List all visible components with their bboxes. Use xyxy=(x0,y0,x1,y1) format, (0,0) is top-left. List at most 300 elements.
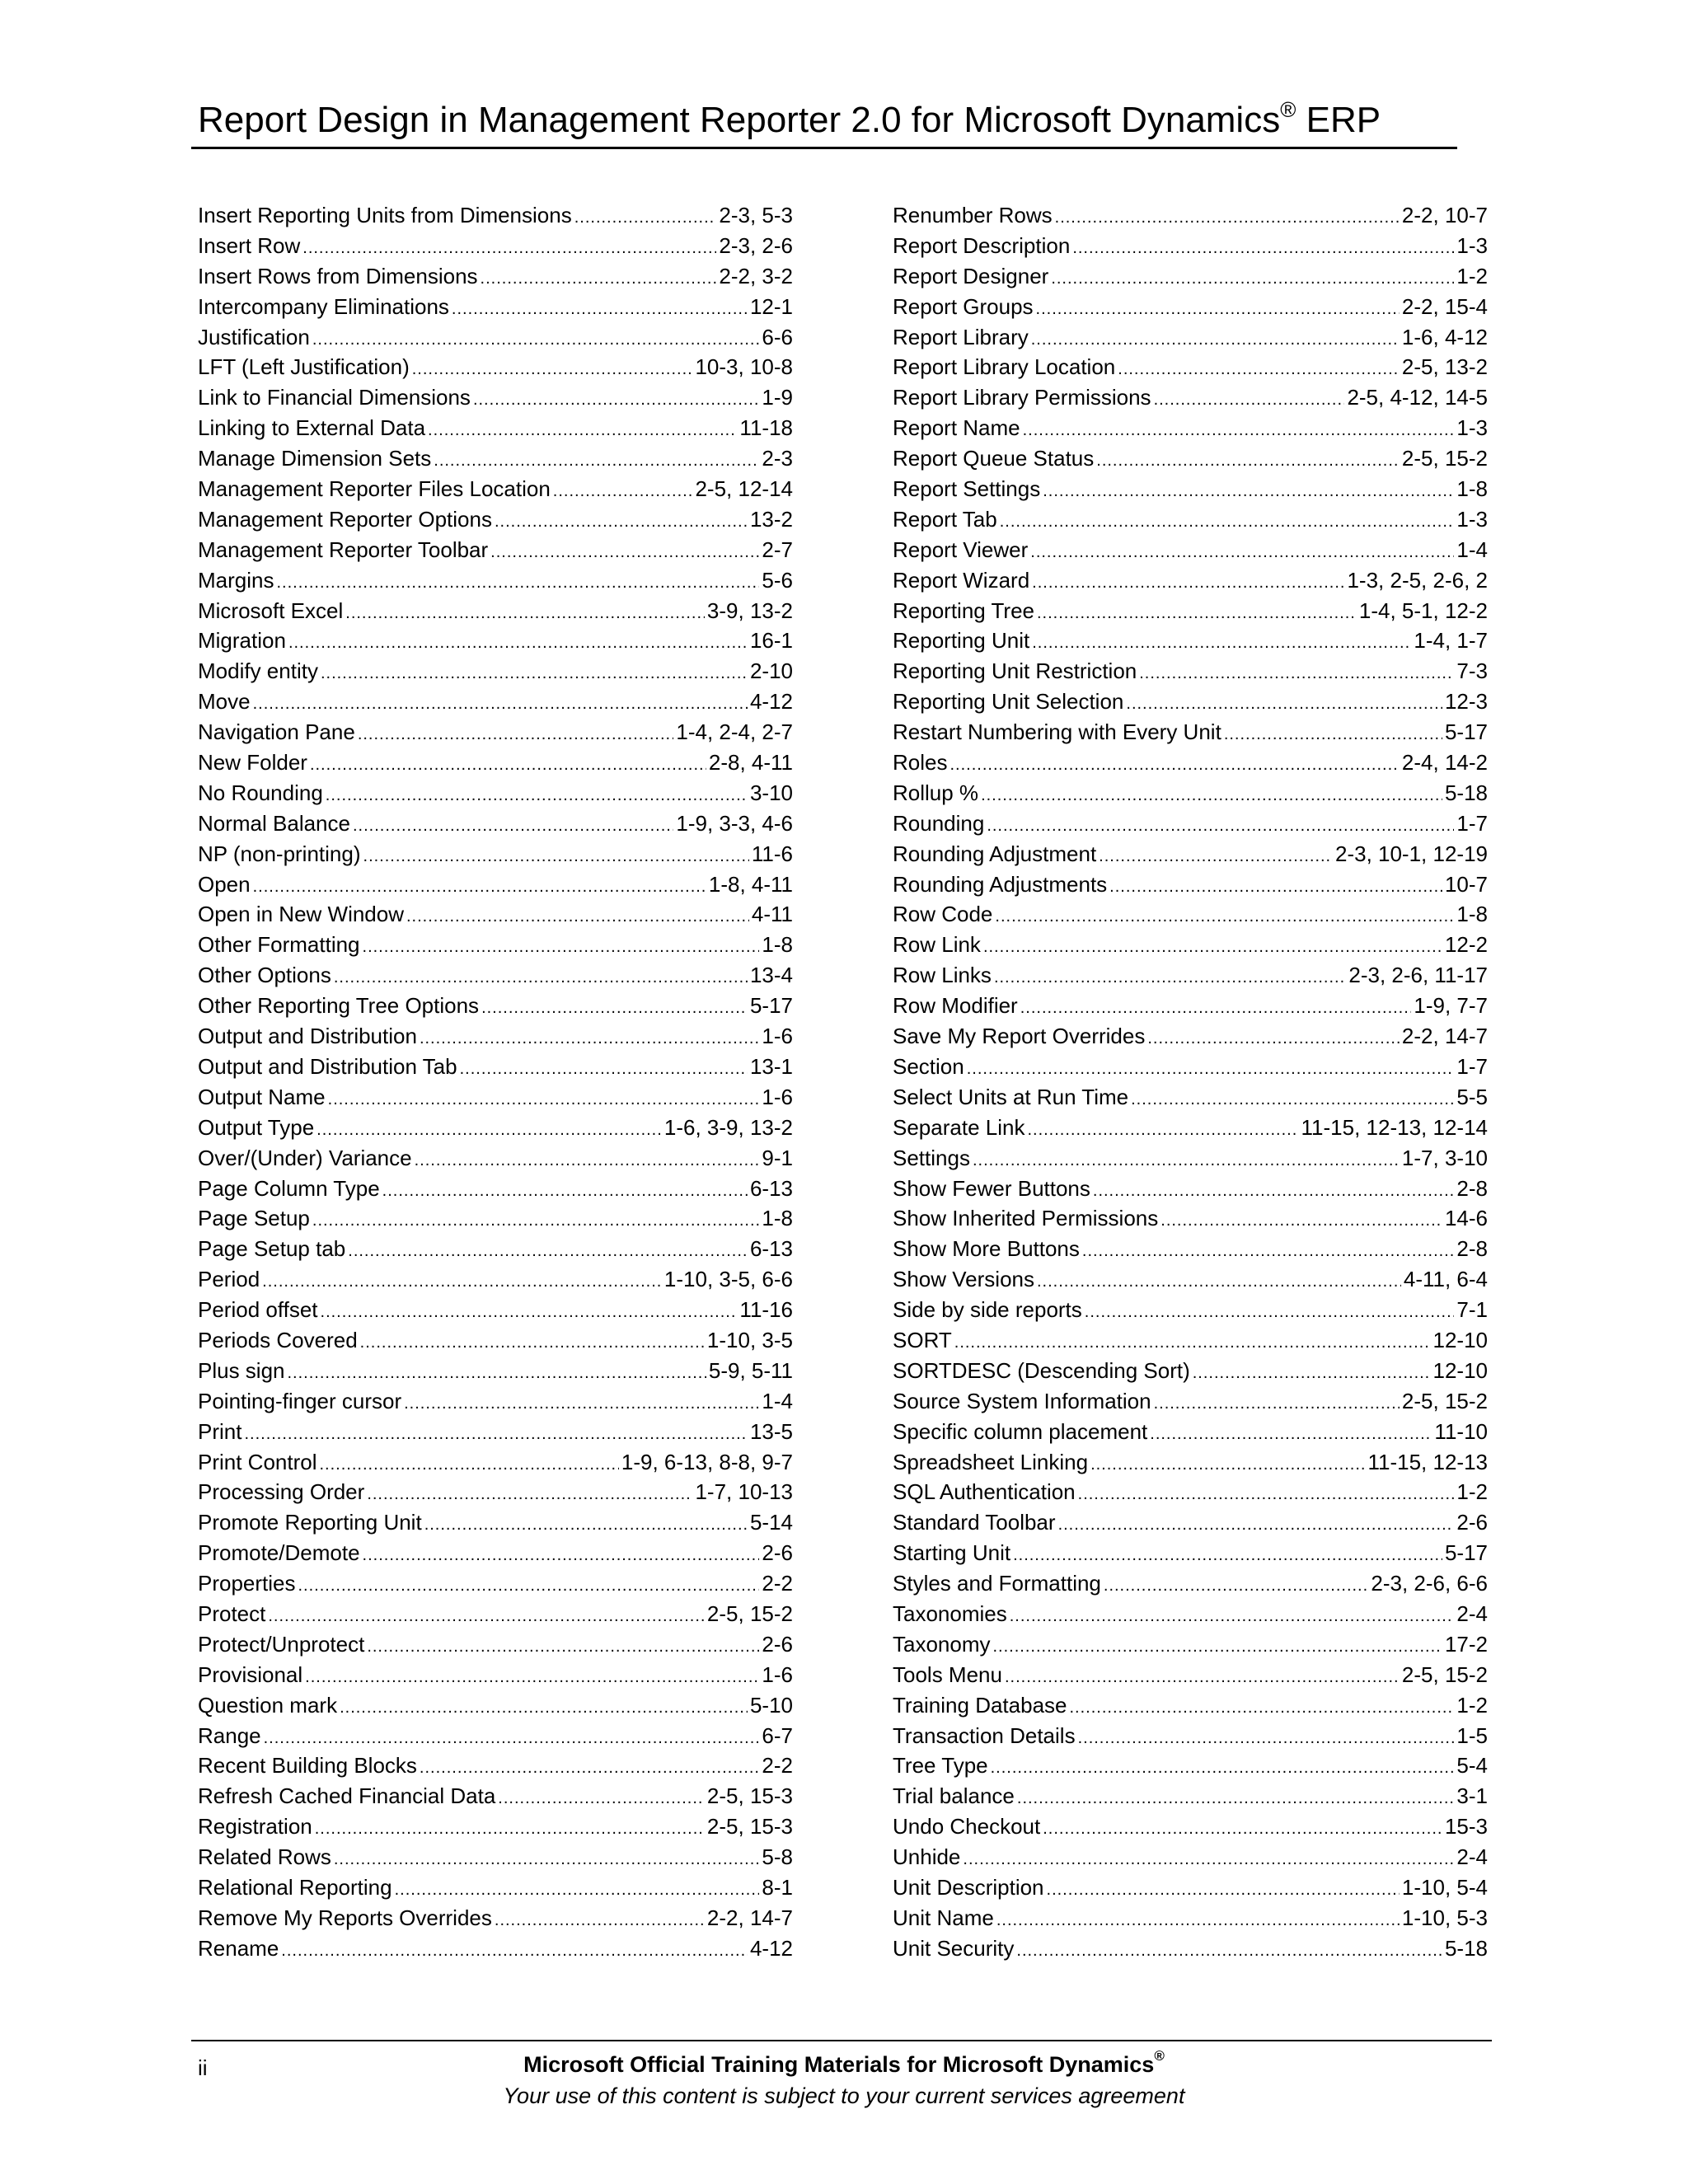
index-term: Output Type xyxy=(198,1114,315,1140)
index-entry xyxy=(198,930,793,960)
index-entry xyxy=(198,1295,793,1325)
index-entry xyxy=(893,930,1488,960)
index-term: Reporting Tree xyxy=(893,598,1034,623)
index-term: Management Reporter Options xyxy=(198,506,492,532)
dot-leader xyxy=(320,1450,619,1479)
index-entry xyxy=(893,1750,1488,1781)
footer-title-text: Microsoft Official Training Materials for Microsoft Dynamics xyxy=(523,2052,1155,2077)
index-pages: 1-4, 5-1, 12-2 xyxy=(1358,598,1488,623)
index-pages: 5-18 xyxy=(1444,780,1488,805)
index-pages: 12-3 xyxy=(1444,689,1488,715)
index-pages: 5-8 xyxy=(762,1844,793,1870)
index-term: Over/(Under) Variance xyxy=(198,1145,412,1170)
index-entry xyxy=(198,1021,793,1052)
dot-leader xyxy=(345,598,705,628)
dot-leader xyxy=(981,780,1442,810)
index-pages: 1-3, 2-5, 2-6, 2 xyxy=(1347,567,1488,593)
index-entry xyxy=(893,352,1488,382)
dot-leader xyxy=(1147,1024,1400,1053)
dot-leader xyxy=(1037,1267,1401,1296)
index-pages: 2-2 xyxy=(762,1571,793,1596)
dot-leader xyxy=(1051,264,1454,293)
index-pages: 1-6, 3-9, 13-2 xyxy=(663,1114,793,1140)
index-entry xyxy=(198,352,793,382)
index-term: Styles and Formatting xyxy=(893,1571,1101,1596)
dot-leader xyxy=(1118,354,1400,384)
index-term: Rounding xyxy=(893,810,985,836)
index-pages: 5-17 xyxy=(1444,1540,1488,1566)
index-pages: 13-4 xyxy=(749,963,793,988)
dot-leader xyxy=(415,1146,760,1175)
dot-leader xyxy=(1070,1693,1455,1722)
index-term: Properties xyxy=(198,1571,296,1596)
index-entry xyxy=(198,382,793,413)
index-pages: 2-5, 15-2 xyxy=(1401,1388,1488,1413)
index-term: Print Control xyxy=(198,1449,317,1474)
dot-leader xyxy=(1010,1601,1455,1631)
dot-leader xyxy=(1131,1085,1454,1114)
index-term: Open in New Window xyxy=(198,902,404,927)
index-term: Unit Security xyxy=(893,1935,1015,1961)
dot-leader xyxy=(321,1297,738,1327)
index-column-left xyxy=(198,200,793,1964)
index-pages: 9-1 xyxy=(762,1145,793,1170)
dot-leader xyxy=(1150,1419,1432,1449)
index-pages: 10-7 xyxy=(1444,871,1488,897)
index-entry xyxy=(893,1477,1488,1507)
dot-leader xyxy=(1096,446,1400,476)
index-pages: 2-10 xyxy=(749,658,793,684)
index-entry xyxy=(893,1113,1488,1143)
index-entry xyxy=(893,1629,1488,1660)
index-term: Section xyxy=(893,1053,964,1079)
dot-leader xyxy=(954,1328,1431,1357)
index-pages: 12-10 xyxy=(1432,1357,1488,1383)
index-entry xyxy=(198,778,793,808)
dot-leader xyxy=(1036,294,1400,324)
index-term: Period xyxy=(198,1267,260,1292)
index-term: Intercompany Eliminations xyxy=(198,293,449,319)
index-entry xyxy=(198,1447,793,1478)
index-term: Insert Rows from Dimensions xyxy=(198,263,478,288)
dot-leader xyxy=(334,1844,760,1874)
dot-leader xyxy=(328,1085,760,1114)
index-pages: 12-2 xyxy=(1444,932,1488,958)
dot-leader xyxy=(315,1814,705,1844)
index-entry xyxy=(198,1113,793,1143)
index-pages: 1-4, 2-4, 2-7 xyxy=(676,719,793,745)
index-term: Linking to External Data xyxy=(198,415,426,441)
index-entry xyxy=(893,1356,1488,1386)
dot-leader xyxy=(1020,993,1412,1023)
index-term: Report Description xyxy=(893,232,1071,258)
dot-leader xyxy=(1013,1540,1442,1570)
dot-leader xyxy=(1032,628,1411,658)
index-term: Justification xyxy=(198,324,310,349)
dot-leader xyxy=(967,1054,1455,1084)
index-entry xyxy=(198,869,793,900)
index-term: Transaction Details xyxy=(893,1722,1076,1748)
index-term: Reporting Unit xyxy=(893,628,1030,654)
index-pages: 1-7, 10-13 xyxy=(695,1479,793,1505)
index-term: Print xyxy=(198,1418,242,1444)
index-entry xyxy=(893,382,1488,413)
dot-leader xyxy=(1030,537,1454,567)
index-term: Pointing-finger cursor xyxy=(198,1388,402,1413)
index-term: Protect/Unprotect xyxy=(198,1631,365,1657)
index-pages: 2-5, 13-2 xyxy=(1401,354,1488,380)
index-term: Taxonomies xyxy=(893,1601,1007,1626)
index-term: Roles xyxy=(893,750,948,776)
index-term: Unhide xyxy=(893,1844,961,1870)
dot-leader xyxy=(1099,841,1333,871)
index-pages: 2-4 xyxy=(1456,1601,1488,1626)
index-term: Rounding Adjustment xyxy=(893,841,1097,866)
index-entry xyxy=(198,565,793,596)
index-entry xyxy=(198,960,793,991)
index-entry xyxy=(198,1356,793,1386)
index-pages: 2-5, 15-3 xyxy=(706,1814,793,1840)
index-entry xyxy=(198,1143,793,1174)
index-term: Reporting Unit Restriction xyxy=(893,658,1137,684)
index-pages: 1-8 xyxy=(1456,476,1488,502)
index-term: Standard Toolbar xyxy=(893,1510,1056,1535)
index-term: Select Units at Run Time xyxy=(893,1084,1129,1109)
dot-leader xyxy=(1000,507,1455,537)
index-term: Manage Dimension Sets xyxy=(198,446,432,471)
index-pages: 2-5, 4-12, 14-5 xyxy=(1347,385,1488,410)
index-term: Other Formatting xyxy=(198,932,360,958)
index-pages: 2-2 xyxy=(762,1753,793,1779)
index-pages: 2-4, 14-2 xyxy=(1401,750,1488,776)
index-entry xyxy=(198,1599,793,1629)
index-pages: 2-6 xyxy=(762,1631,793,1657)
index-term: Migration xyxy=(198,628,286,654)
dot-leader xyxy=(321,658,748,688)
index-pages: 13-1 xyxy=(749,1053,793,1079)
dot-leader xyxy=(353,811,673,841)
index-entry xyxy=(893,991,1488,1021)
index-entry xyxy=(198,656,793,687)
index-entry xyxy=(893,535,1488,565)
dot-leader xyxy=(1093,1176,1455,1206)
index-entry xyxy=(198,1842,793,1872)
index-entry xyxy=(198,687,793,717)
dot-leader xyxy=(1043,1814,1442,1844)
index-entry xyxy=(893,1538,1488,1568)
index-entry xyxy=(893,869,1488,900)
dot-leader xyxy=(1193,1358,1431,1388)
index-pages: 1-10, 5-4 xyxy=(1401,1874,1488,1900)
index-entry xyxy=(893,443,1488,474)
index-entry xyxy=(893,1903,1488,1933)
dot-leader xyxy=(1160,1206,1442,1235)
index-term: Other Options xyxy=(198,963,331,988)
index-pages: 1-7 xyxy=(1456,1053,1488,1079)
index-pages: 2-3, 2-6, 11-17 xyxy=(1348,963,1488,988)
index-entry xyxy=(893,1295,1488,1325)
dot-leader xyxy=(983,932,1442,962)
dot-leader xyxy=(420,1024,759,1053)
index-pages: 11-10 xyxy=(1434,1418,1488,1444)
dot-leader xyxy=(1078,1479,1455,1509)
dot-leader xyxy=(452,294,748,324)
index-term: Report Settings xyxy=(893,476,1041,502)
index-pages: 2-8 xyxy=(1456,1236,1488,1262)
dot-leader xyxy=(460,1054,748,1084)
dot-leader xyxy=(424,1510,748,1540)
registered-mark: ® xyxy=(1280,97,1296,122)
index-entry xyxy=(893,1052,1488,1082)
index-pages: 2-5, 12-14 xyxy=(695,476,793,502)
index-entry xyxy=(198,626,793,656)
index-pages: 1-6, 4-12 xyxy=(1401,324,1488,349)
index-entry xyxy=(198,1538,793,1568)
index-entry xyxy=(893,1082,1488,1113)
index-pages: 2-6 xyxy=(1456,1510,1488,1535)
index-term: Reporting Unit Selection xyxy=(893,689,1124,715)
dot-leader xyxy=(1043,476,1454,506)
dot-leader xyxy=(434,446,759,476)
index-term: Range xyxy=(198,1722,261,1748)
index-term: Row Link xyxy=(893,932,981,958)
index-entry xyxy=(198,596,793,626)
index-entry xyxy=(198,443,793,474)
index-entry xyxy=(198,1507,793,1538)
index-pages: 2-5, 15-2 xyxy=(1401,446,1488,471)
dot-leader xyxy=(1109,872,1442,902)
index-pages: 15-3 xyxy=(1444,1814,1488,1840)
index-entry xyxy=(198,1082,793,1113)
index-term: Link to Financial Dimensions xyxy=(198,385,471,410)
index-entry xyxy=(198,1234,793,1264)
index-term: Report Groups xyxy=(893,293,1034,319)
index-pages: 2-2, 3-2 xyxy=(719,263,793,288)
index-entry xyxy=(893,717,1488,748)
index-entry xyxy=(198,200,793,231)
index-entry xyxy=(893,1872,1488,1903)
dot-leader xyxy=(316,1115,662,1145)
dot-leader xyxy=(334,963,748,992)
dot-leader xyxy=(310,750,706,780)
index-term: Page Column Type xyxy=(198,1175,380,1201)
dot-leader xyxy=(302,233,716,263)
index-entry xyxy=(198,808,793,839)
index-pages: 12-1 xyxy=(749,293,793,319)
dot-leader xyxy=(553,476,693,506)
dot-leader xyxy=(1016,1936,1442,1966)
index-entry xyxy=(198,1781,793,1811)
index-term: Report Library Location xyxy=(893,354,1116,380)
index-pages: 2-3, 2-6 xyxy=(719,232,793,258)
index-term: Report Designer xyxy=(893,263,1049,288)
dot-leader xyxy=(973,1146,1400,1175)
page-header xyxy=(198,97,1459,143)
index-pages: 3-10 xyxy=(749,780,793,805)
index-pages: 1-5 xyxy=(1456,1722,1488,1748)
dot-leader xyxy=(574,203,717,232)
index-term: Restart Numbering with Every Unit xyxy=(893,719,1221,745)
index-term: Specific column placement xyxy=(893,1418,1148,1444)
index-entry xyxy=(198,1629,793,1660)
index-entry xyxy=(893,1721,1488,1751)
index-term: Question mark xyxy=(198,1692,338,1718)
dot-leader xyxy=(281,1936,748,1966)
index-entry xyxy=(198,261,793,292)
index-term: Output Name xyxy=(198,1084,326,1109)
dot-leader xyxy=(253,872,706,902)
dot-leader xyxy=(404,1389,759,1418)
index-pages: 14-6 xyxy=(1444,1206,1488,1231)
index-pages: 2-3, 5-3 xyxy=(719,203,793,227)
index-entry xyxy=(893,1690,1488,1721)
index-entry xyxy=(893,808,1488,839)
index-entry xyxy=(893,596,1488,626)
dot-leader xyxy=(406,902,749,931)
dot-leader xyxy=(1023,415,1455,445)
index-term: Separate Link xyxy=(893,1114,1025,1140)
dot-leader xyxy=(1005,1662,1400,1692)
index-term: SORT xyxy=(893,1327,952,1352)
index-pages: 2-2, 15-4 xyxy=(1401,293,1488,319)
index-pages: 4-12 xyxy=(749,1935,793,1961)
page-title-suffix: ERP xyxy=(1296,100,1381,140)
index-entry xyxy=(198,748,793,778)
dot-leader xyxy=(993,1632,1442,1661)
index-term: Starting Unit xyxy=(893,1540,1011,1566)
index-entry xyxy=(198,292,793,322)
index-pages: 1-8 xyxy=(762,1206,793,1231)
index-pages: 1-2 xyxy=(1456,1692,1488,1718)
page-title-text: Report Design in Management Reporter 2.0 for Microsoft Dynamics xyxy=(198,100,1281,140)
index-pages: 11-6 xyxy=(751,841,793,866)
index-pages: 11-18 xyxy=(739,415,793,441)
header-divider xyxy=(191,147,1457,149)
index-entry xyxy=(893,1386,1488,1417)
dot-leader xyxy=(312,325,760,354)
index-pages: 5-4 xyxy=(1456,1753,1488,1779)
index-term: Tree Type xyxy=(893,1753,988,1779)
index-entry xyxy=(893,1568,1488,1599)
index-pages: 16-1 xyxy=(749,628,793,654)
dot-leader xyxy=(495,1905,705,1935)
dot-leader xyxy=(358,719,674,749)
index-pages: 1-9 xyxy=(762,385,793,410)
index-entry xyxy=(198,1052,793,1082)
index-term: Management Reporter Toolbar xyxy=(198,537,489,562)
index-term: Rollup % xyxy=(893,780,979,805)
index-term: Navigation Pane xyxy=(198,719,355,745)
dot-leader xyxy=(367,1632,759,1661)
dot-leader xyxy=(1085,1297,1455,1327)
index-pages: 1-9, 3-3, 4-6 xyxy=(676,810,793,836)
index-term: Taxonomy xyxy=(893,1631,991,1657)
index-entry xyxy=(198,1721,793,1751)
index-entry xyxy=(893,1811,1488,1842)
index-entry xyxy=(198,1264,793,1295)
index-term: Report Library Permissions xyxy=(893,385,1151,410)
index-entry xyxy=(893,261,1488,292)
index-term: Related Rows xyxy=(198,1844,331,1870)
index-term: Processing Order xyxy=(198,1479,365,1505)
footer-divider xyxy=(191,2040,1492,2041)
index-pages: 13-5 xyxy=(749,1418,793,1444)
index-term: New Folder xyxy=(198,750,307,776)
dot-leader xyxy=(996,1905,1400,1935)
index-term: Unit Name xyxy=(893,1905,994,1930)
index-entry xyxy=(198,839,793,869)
dot-leader xyxy=(1224,719,1442,749)
dot-leader xyxy=(481,264,717,293)
index-term: Rename xyxy=(198,1935,279,1961)
dot-leader xyxy=(1072,233,1454,263)
dot-leader xyxy=(395,1875,760,1905)
index-pages: 5-9, 5-11 xyxy=(708,1357,793,1383)
index-term: Recent Building Blocks xyxy=(198,1753,417,1779)
index-entry xyxy=(893,1203,1488,1234)
index-entry xyxy=(198,1477,793,1507)
index-entry xyxy=(893,1234,1488,1264)
dot-leader xyxy=(1126,689,1442,719)
index-term: Insert Row xyxy=(198,232,301,258)
index-pages: 5-5 xyxy=(1456,1084,1488,1109)
dot-leader xyxy=(1058,1510,1455,1540)
dot-leader xyxy=(288,1358,706,1388)
index-pages: 1-10, 5-3 xyxy=(1401,1905,1488,1930)
index-entry xyxy=(198,1933,793,1964)
index-pages: 2-5, 15-2 xyxy=(1401,1661,1488,1687)
index-entry xyxy=(198,474,793,504)
index-term: Save My Report Overrides xyxy=(893,1024,1146,1049)
index-pages: 13-2 xyxy=(749,506,793,532)
index-entry xyxy=(198,1386,793,1417)
index-term: Periods Covered xyxy=(198,1327,358,1352)
index-term: Show More Buttons xyxy=(893,1236,1080,1262)
index-term: Source System Information xyxy=(893,1388,1151,1413)
index-entry xyxy=(893,504,1488,535)
index-entry xyxy=(893,1507,1488,1538)
index-term: Trial balance xyxy=(893,1783,1015,1809)
index-term: Period offset xyxy=(198,1297,318,1323)
index-entry xyxy=(198,899,793,930)
index-entry xyxy=(893,231,1488,261)
index-term: Plus sign xyxy=(198,1357,285,1383)
index-term: Tools Menu xyxy=(893,1661,1002,1687)
footer-title xyxy=(0,2048,1688,2078)
index-pages: 1-9, 7-7 xyxy=(1414,993,1488,1019)
index-term: Settings xyxy=(893,1145,970,1170)
index-pages: 6-7 xyxy=(762,1722,793,1748)
index-term: Output and Distribution Tab xyxy=(198,1053,457,1079)
index-term: Side by side reports xyxy=(893,1297,1082,1323)
index-pages: 2-2, 10-7 xyxy=(1401,203,1488,227)
index-entry xyxy=(893,656,1488,687)
index-entry xyxy=(198,322,793,353)
dot-leader xyxy=(312,1206,760,1235)
index-entry xyxy=(198,1690,793,1721)
dot-leader xyxy=(1055,203,1400,232)
index-pages: 1-8 xyxy=(762,932,793,958)
index-term: Report Queue Status xyxy=(893,446,1095,471)
dot-leader xyxy=(473,385,759,415)
dot-leader xyxy=(963,1844,1454,1874)
dot-leader xyxy=(363,932,760,962)
dot-leader xyxy=(428,415,737,445)
index-term: Row Modifier xyxy=(893,993,1018,1019)
index-pages: 1-6 xyxy=(762,1084,793,1109)
dot-leader xyxy=(994,963,1346,992)
dot-leader xyxy=(495,507,748,537)
